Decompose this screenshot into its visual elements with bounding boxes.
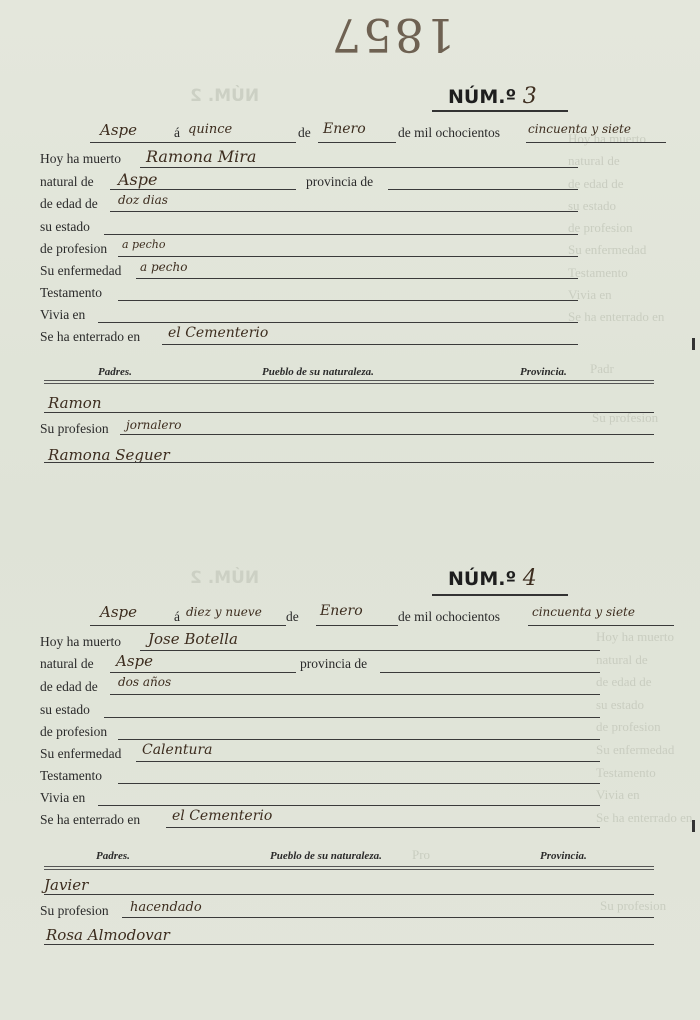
year-prefix-label: de mil ochocientos [398,609,500,624]
padres-header: Padres. [98,366,132,378]
ghost-label: Vivia en [596,787,640,803]
provincia-header: Provincia. [520,366,567,378]
day-value: quince [188,122,233,137]
pueblo-header: Pueblo de su naturaleza. [270,850,382,862]
a-label: á [174,125,180,140]
enterrado-value: el Cementerio [168,325,269,341]
ghost-label: Vivia en [568,287,612,303]
provincia-label: provincia de [306,174,374,189]
ghost-profesion-bottom: Su profesion [600,898,667,913]
ghost-label: de edad de [568,175,624,191]
a-label: á [174,609,180,624]
ghost-label: natural de [596,651,648,667]
ghost-label: su estado [568,197,617,213]
provincia-label: provincia de [300,656,368,671]
enfermedad-value: a pecho [140,260,188,274]
ghost-label: su estado [596,696,645,712]
ghost-labels-bottom [596,626,692,829]
year-prefix-label: de mil ochocientos [398,125,500,140]
vivia-label: Vivia en [40,307,86,322]
su-profesion-label: Su profesion [40,421,109,436]
year-words-value: cincuenta y siete [532,605,635,619]
estado-label: su estado [40,219,90,234]
ghost-number-top: NÚM. 2 [190,86,260,106]
padres-header: Padres. [96,850,130,862]
record-number [448,566,537,591]
ghost-label: de profesion [568,220,633,236]
ghost-label: Se ha enterrado en [568,309,665,325]
enfermedad-value: Calentura [142,742,213,758]
month-value: Enero [323,121,366,137]
day-value: diez y nueve [186,605,262,619]
num-value: 3 [522,84,537,109]
father-profesion-value: jornalero [126,418,182,432]
ghost-labels-top [568,128,664,329]
ghost-padres-top: Padr [590,361,614,376]
profesion-label: de profesion [40,241,108,256]
natural-value: Aspe [116,652,154,670]
ghost-profesion-top: Su profesion [592,410,659,425]
estado-label: su estado [40,702,90,717]
enterrado-label: Se ha enterrado en [40,812,141,827]
natural-label: natural de [40,656,94,671]
mother-value: Ramona Seguer [48,446,170,464]
place-value: Aspe [100,121,138,139]
ghost-label: natural de [568,153,620,169]
su-profesion-label: Su profesion [40,903,109,918]
father-value: Javier [44,876,89,894]
mother-value: Rosa Almodovar [46,926,170,944]
profesion-label: de profesion [40,724,108,739]
hoy-value: Jose Botella [148,630,238,648]
enterrado-value: el Cementerio [172,808,273,824]
num-value: 4 [522,566,537,591]
year-words-value: cincuenta y siete [528,122,631,136]
enfermedad-label: Su enfermedad [40,746,122,761]
hoy-value: Ramona Mira [146,147,257,166]
ghost-label: Su enfermedad [568,242,647,258]
ghost-label: Su enfermedad [596,741,675,757]
ghost-label: Se ha enterrado en [596,809,693,825]
record-number [448,84,537,109]
ghost-label: Hoy ha muerto [568,131,646,146]
ghost-label: Testamento [568,264,628,280]
enterrado-label: Se ha enterrado en [40,329,141,344]
edad-label: de edad de [40,196,98,211]
hoy-label: Hoy ha muerto [40,634,121,649]
margin-mark [692,338,695,350]
margin-mark [692,820,695,832]
natural-label: natural de [40,174,94,189]
vivia-label: Vivia en [40,790,86,805]
enfermedad-label: Su enfermedad [40,263,122,278]
natural-value: Aspe [118,170,158,189]
month-value: Enero [320,603,363,619]
num-label: NÚM.º [448,86,517,108]
de-label: de [286,609,299,624]
ghost-label: Hoy ha muerto [596,629,674,644]
ghost-number-bottom: NÚM. 2 [190,568,260,588]
provincia-header: Provincia. [540,850,587,862]
edad-value: doz dias [118,193,168,207]
ghost-label: Testamento [596,764,656,780]
year-stamp: 1857 [330,8,456,62]
hoy-label: Hoy ha muerto [40,151,121,166]
place-value: Aspe [100,603,138,621]
ghost-label: de edad de [596,674,652,690]
father-profesion-value: hacendado [130,900,202,915]
father-value: Ramon [48,394,102,412]
ghost-padres-bottom: Pro [412,847,431,862]
num-label: NÚM.º [448,568,517,590]
de-label: de [298,125,311,140]
testamento-label: Testamento [40,285,103,300]
edad-value: dos años [118,675,172,689]
testamento-label: Testamento [40,768,103,783]
ghost-label: de profesion [596,719,661,735]
pueblo-header: Pueblo de su naturaleza. [262,366,374,378]
edad-label: de edad de [40,679,98,694]
profesion-value: a pecho [122,238,166,251]
